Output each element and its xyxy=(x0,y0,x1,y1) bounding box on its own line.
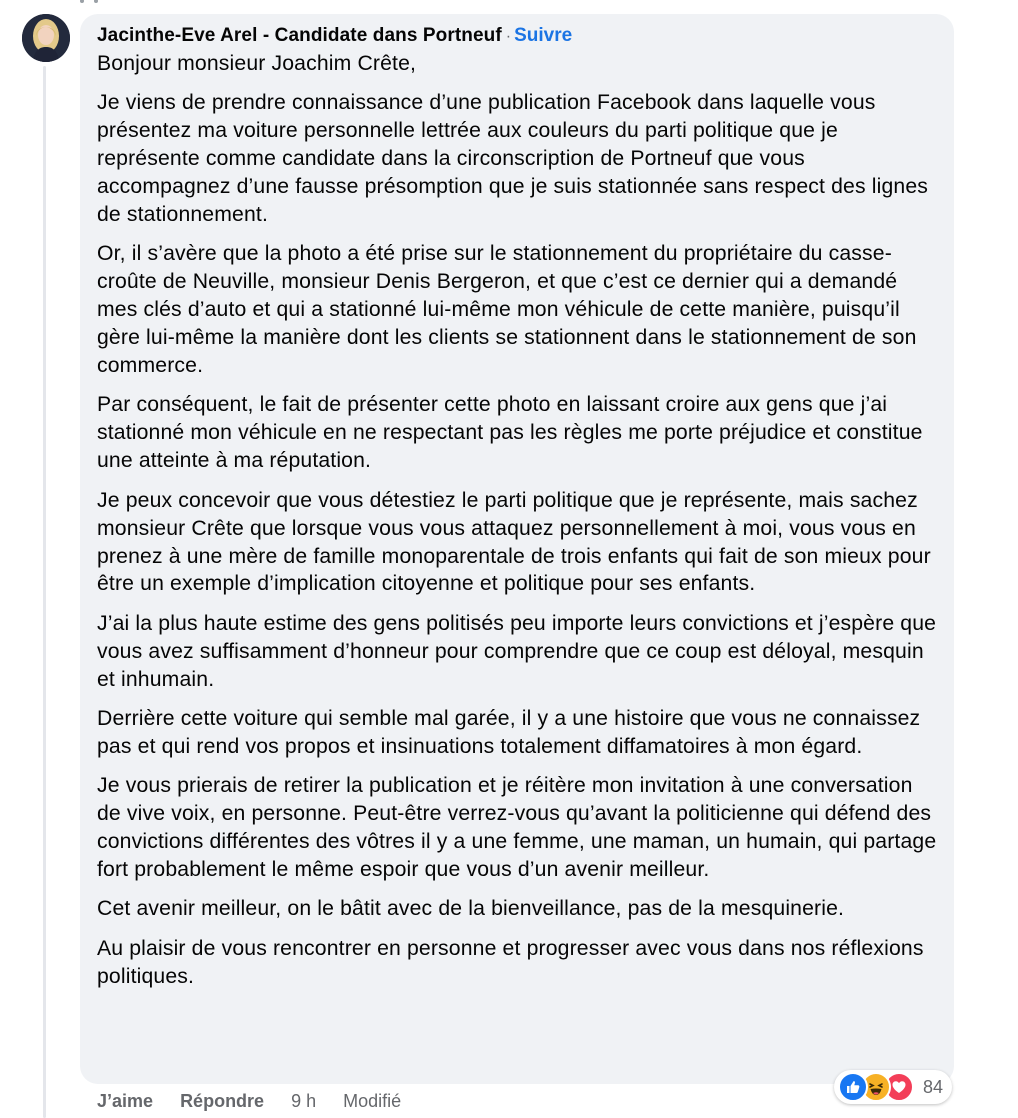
comment-paragraph: Derrière cette voiture qui semble mal garée, il y a une histoire que vous ne connaissez pas et qui rend vos propos et insinuations totalement diffamatoires à mon égard. xyxy=(97,707,921,758)
comment-paragraph: Bonjour monsieur Joachim Crête, xyxy=(97,52,417,75)
timestamp[interactable]: 9 h xyxy=(291,1091,317,1111)
follow-button[interactable]: Suivre xyxy=(514,25,573,46)
comment-paragraph: J’ai la plus haute estime des gens politisés peu importe leurs convictions et j’espère que vous avez suffisamment d’honneur pour comprendre que ce coup est déloyal, mesquin et inhumain. xyxy=(97,611,937,691)
like-icon xyxy=(838,1072,868,1102)
reaction-count: 84 xyxy=(923,1076,944,1097)
reply-thread-line xyxy=(43,66,46,1118)
like-button[interactable]: J’aime xyxy=(97,1091,154,1111)
comment-paragraph: Je viens de prendre connaissance d’une publication Facebook dans laquelle vous présentez ma voiture personnelle lettrée aux couleurs du parti politique que je représente comme candidate dans la circonscription de Portneuf que vous accompagnez d’une fausse présomption que je suis stationnée sans respect des lignes de stationnement. xyxy=(97,91,929,227)
previous-comment-fragment xyxy=(80,0,240,4)
comment-paragraph: Par conséquent, le fait de présenter cette photo en laissant croire aux gens que j’ai stationné mon véhicule en ne respectant pas les règles me porte préjudice et constitue une atteinte à ma réputation. xyxy=(97,393,923,473)
comment-paragraph: Je vous prierais de retirer la publication et je réitère mon invitation à une conversation de vive voix, en personne. Peut-être verrez-vous qu’avant la politicienne qui défend des convictions différentes des vôtres il y a une femme, une maman, un humain, qui partage fort probablement le même espoir que vous d’un avenir meilleur. xyxy=(97,774,937,882)
header-separator: · xyxy=(505,28,512,45)
comment-paragraph: Cet avenir meilleur, on le bâtit avec de la bienveillance, pas de la mesquinerie. xyxy=(97,897,845,921)
comment-paragraph: Je peux concevoir que vous détestiez le parti politique que je représente, mais sachez monsieur Crête que lorsque vous vous attaquez personnellement à moi, vous vous en prenez à une mère de famille monoparentale de trois enfants qui fait de son mieux pour être un exemple d’implication citoyenne et politique pour ses enfants. xyxy=(97,488,931,596)
avatar[interactable] xyxy=(22,14,70,62)
reactions-summary[interactable] xyxy=(834,1070,952,1104)
comment-header xyxy=(97,22,938,50)
author-name[interactable]: Jacinthe-Eve Arel - Candidate dans Portneuf xyxy=(97,25,502,46)
edited-label[interactable]: Modifié xyxy=(343,1091,402,1111)
reply-button[interactable]: Répondre xyxy=(180,1091,265,1111)
comment-paragraph: Or, il s’avère que la photo a été prise sur le stationnement du propriétaire du casse-croûte de Neuville, monsieur Denis Bergeron, et que c’est ce dernier qui a demandé mes clés d’auto et qui a stationné lui-même mon véhicule de cette manière, puisqu’il gère lui-même la manière dont les clients se stationnent dans le stationnement de son commerce. xyxy=(97,242,917,378)
comment-bubble xyxy=(80,14,954,1084)
profile-photo-icon xyxy=(22,14,70,62)
comment-body xyxy=(97,50,938,991)
comment-paragraph: Au plaisir de vous rencontrer en personne et progresser avec vous dans nos réflexions politiques. xyxy=(97,936,924,988)
comment-actions xyxy=(97,1088,423,1114)
